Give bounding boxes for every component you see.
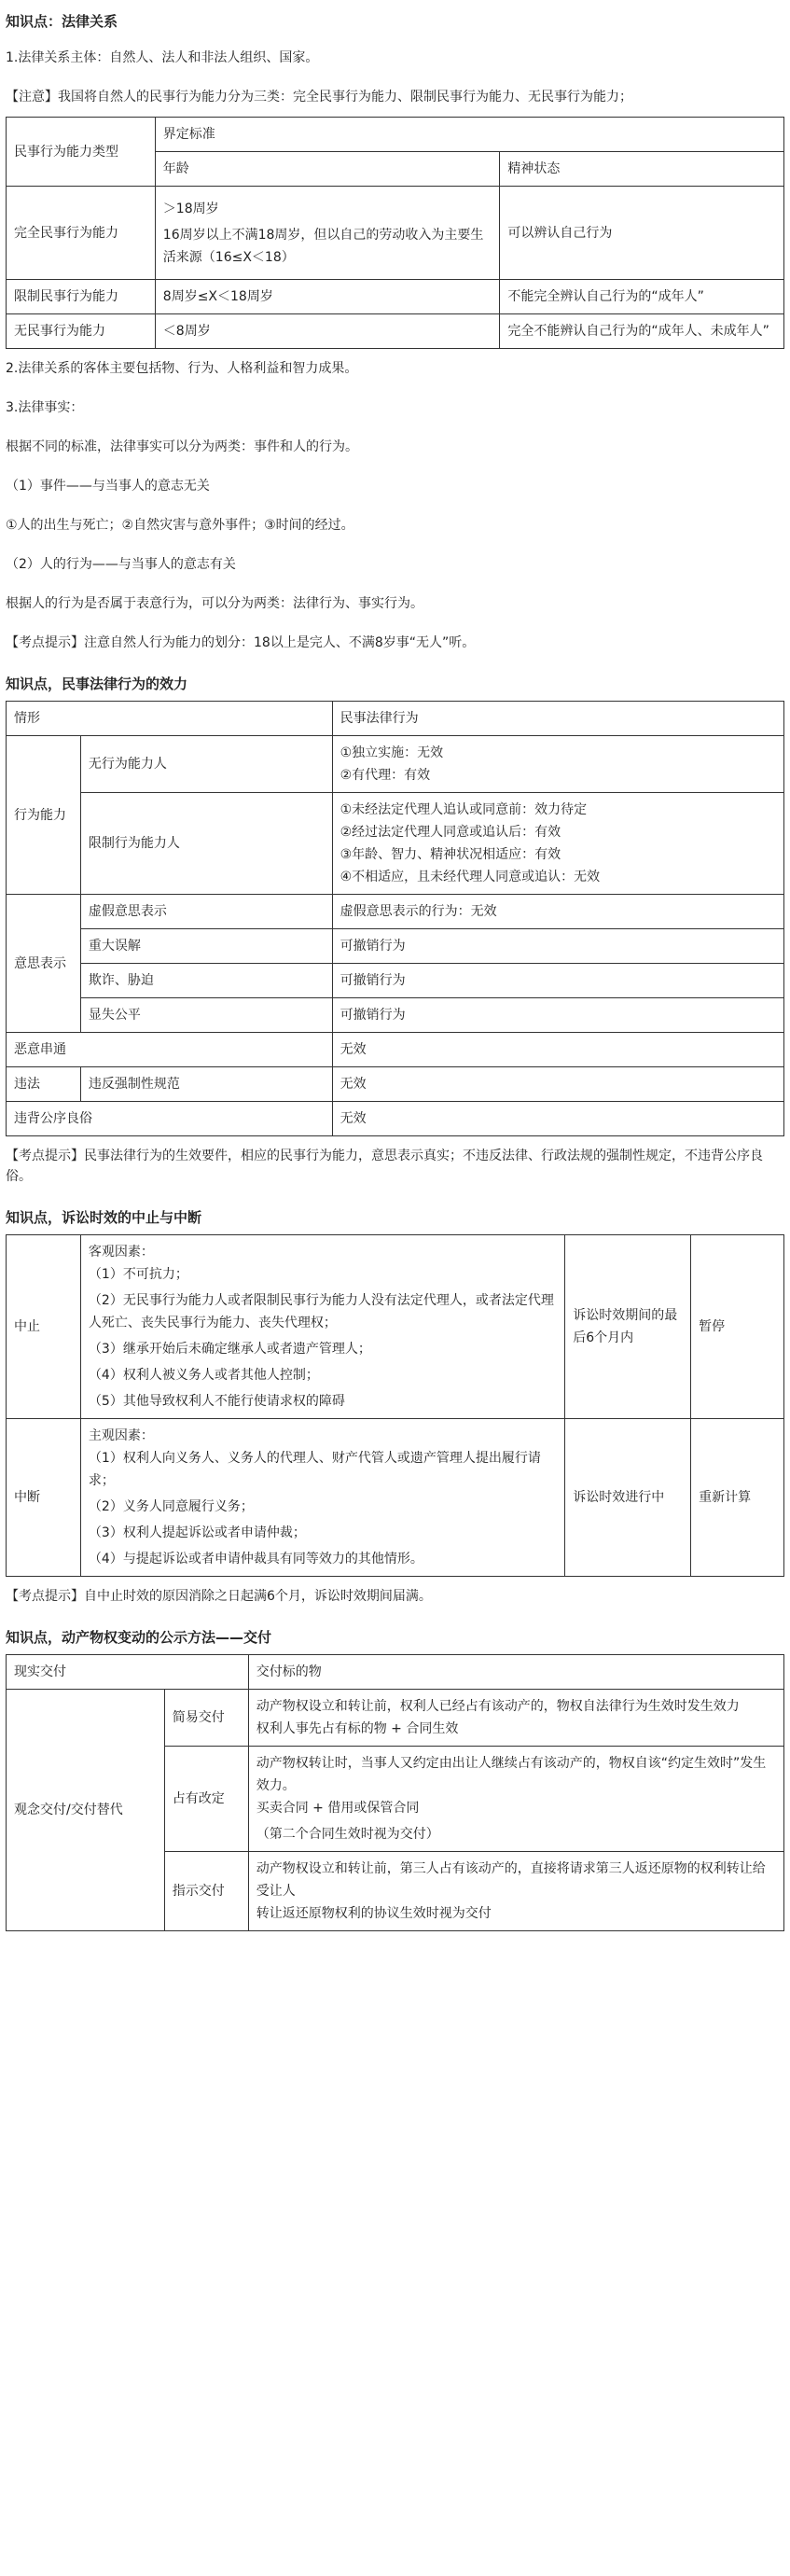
interrupt-label: 中断 <box>7 1419 81 1577</box>
table-row-type: 完全民事行为能力 <box>7 187 156 280</box>
paragraph: 2.法律关系的客体主要包括物、行为、人格利益和智力成果。 <box>6 361 358 376</box>
indicate-delivery-detail <box>248 1852 783 1931</box>
table-cell-age: 8周岁≤X＜18周岁 <box>155 280 500 314</box>
paragraph: （2）人的行为——与当事人的意志有关 <box>6 557 236 572</box>
section-title-legal-relation: 知识点：法律关系 <box>6 13 118 30</box>
tip-paragraph: 【考点提示】注意自然人行为能力的划分：18以上是完人、不满8岁事“无人”听。 <box>6 635 476 650</box>
suspend-time: 诉讼时效期间的最后6个月内 <box>565 1235 691 1419</box>
suspend-causes <box>80 1235 564 1419</box>
possession-label: 占有改定 <box>164 1747 248 1852</box>
cause-line: （4）与提起诉讼或者申请仲裁具有同等效力的其他情形。 <box>88 1552 423 1566</box>
result-line: ③年龄、智力、精神状况相适应：有效 <box>340 847 561 862</box>
table-cell-mental: 可以辨认自己行为 <box>500 187 784 280</box>
unfair-label: 显失公平 <box>80 998 332 1033</box>
cause-line: （3）权利人提起诉讼或者申请仲裁； <box>88 1525 306 1540</box>
paragraph: 根据人的行为是否属于表意行为，可以分为两类：法律行为、事实行为。 <box>6 596 423 611</box>
morals-label: 违背公序良俗 <box>7 1102 333 1136</box>
header-act: 民事法律行为 <box>332 702 783 736</box>
tip-paragraph: 【考点提示】自中止时效的原因消除之日起满6个月，诉讼时效期间届满。 <box>6 1589 432 1604</box>
interrupt-effect: 重新计算 <box>691 1419 784 1577</box>
age-line: ＞18周岁 <box>162 201 219 216</box>
section-title-civil-act: 知识点，民事法律行为的效力 <box>6 675 188 692</box>
illegal-result: 无效 <box>332 1067 783 1102</box>
paragraph: 3.法律事实： <box>6 400 84 415</box>
tip-paragraph: 【考点提示】民事法律行为的生效要件，相应的民事行为能力，意思表示真实；不违反法律、行政法规的强制性规定，不违背公序良俗。 <box>6 1149 763 1184</box>
paragraph: 根据不同的标准，法律事实可以分为两类：事件和人的行为。 <box>6 439 358 454</box>
detail-line: 动产物权转让时，当事人又约定由出让人继续占有该动产的，物权自该“约定生效时”发生效力。 <box>256 1756 767 1793</box>
detail-line: （第二个合同生效时视为交付） <box>256 1827 439 1842</box>
table-row-type: 限制民事行为能力 <box>7 280 156 314</box>
interrupt-time: 诉讼时效进行中 <box>565 1419 691 1577</box>
section-title-limitation: 知识点，诉讼时效的中止与中断 <box>6 1209 202 1226</box>
paragraph: （1）事件——与当事人的意志无关 <box>6 479 210 494</box>
section-title-delivery: 知识点，动产物权变动的公示方法——交付 <box>6 1629 272 1646</box>
no-capacity-result <box>332 736 783 793</box>
table-cell-mental: 不能完全辨认自己行为的“成年人” <box>500 280 784 314</box>
illegal-sub-label: 违反强制性规范 <box>80 1067 332 1102</box>
age-line: 16周岁以上不满18周岁，但以自己的劳动收入为主要生活来源（16≤X＜18） <box>162 227 484 265</box>
cause-line: （4）权利人被义务人或者其他人控制； <box>88 1368 319 1383</box>
result-line: ②经过法定代理人同意或追认后：有效 <box>340 825 561 840</box>
detail-line: 买卖合同 + 借用或保管合同 <box>256 1801 420 1816</box>
mistake-result: 可撤销行为 <box>332 929 783 964</box>
detail-line: 转让返还原物权利的协议生效时视为交付 <box>256 1906 492 1921</box>
header-actual-delivery: 现实交付 <box>7 1655 249 1690</box>
civil-act-table <box>6 701 784 1136</box>
result-line: ④不相适应，且未经代理人同意或追认：无效 <box>340 870 601 884</box>
fake-intent-result: 虚假意思表示的行为：无效 <box>332 895 783 929</box>
interrupt-causes <box>80 1419 564 1577</box>
fake-intent-label: 虚假意思表示 <box>80 895 332 929</box>
simple-delivery-detail <box>248 1690 783 1747</box>
table-row-type: 无民事行为能力 <box>7 314 156 349</box>
suspend-effect: 暂停 <box>691 1235 784 1419</box>
mistake-label: 重大误解 <box>80 929 332 964</box>
no-capacity-label: 无行为能力人 <box>80 736 332 793</box>
fraud-label: 欺诈、胁迫 <box>80 964 332 998</box>
detail-line: 动产物权设立和转让前，权利人已经占有该动产的，物权自法律行为生效时发生效力 <box>256 1699 740 1714</box>
limited-capacity-result <box>332 793 783 895</box>
capacity-table <box>6 117 784 349</box>
collusion-label: 恶意串通 <box>7 1033 333 1067</box>
unfair-result: 可撤销行为 <box>332 998 783 1033</box>
cause-line: 客观因素： <box>88 1245 154 1260</box>
table-cell-age: ＜8周岁 <box>155 314 500 349</box>
possession-detail <box>248 1747 783 1852</box>
table-cell-mental: 完全不能辨认自己行为的“成年人、未成年人” <box>500 314 784 349</box>
table-cell-age <box>155 187 500 280</box>
header-capacity-type: 民事行为能力类型 <box>7 118 156 187</box>
result-line: ②有代理：有效 <box>340 768 431 783</box>
suspend-label: 中止 <box>7 1235 81 1419</box>
cause-line: 主观因素： <box>88 1428 154 1443</box>
header-delivery-object: 交付标的物 <box>248 1655 783 1690</box>
collusion-result: 无效 <box>332 1033 783 1067</box>
header-age: 年龄 <box>155 152 500 187</box>
detail-line: 动产物权设立和转让前，第三人占有该动产的，直接将请求第三人返还原物的权利转让给受让人 <box>256 1861 766 1899</box>
indicate-delivery-label: 指示交付 <box>164 1852 248 1931</box>
result-line: ①独立实施：无效 <box>340 745 444 760</box>
limitation-table <box>6 1234 784 1577</box>
paragraph: 1.法律关系主体：自然人、法人和非法人组织、国家。 <box>6 50 319 65</box>
morals-result: 无效 <box>332 1102 783 1136</box>
header-situation: 情形 <box>7 702 333 736</box>
notional-delivery-label: 观念交付/交付替代 <box>7 1690 165 1931</box>
paragraph: ①人的出生与死亡；②自然灾害与意外事件；③时间的经过。 <box>6 518 354 533</box>
illegal-label: 违法 <box>7 1067 81 1102</box>
simple-delivery-label: 简易交付 <box>164 1690 248 1747</box>
capacity-label: 行为能力 <box>7 736 81 895</box>
fraud-result: 可撤销行为 <box>332 964 783 998</box>
header-mental: 精神状态 <box>500 152 784 187</box>
cause-line: （3）继承开始后未确定继承人或者遗产管理人； <box>88 1342 371 1357</box>
header-standard: 界定标准 <box>155 118 783 152</box>
note-paragraph: 【注意】我国将自然人的民事行为能力分为三类：完全民事行为能力、限制民事行为能力、无民事行为能力； <box>6 90 632 104</box>
cause-line: （1）权利人向义务人、义务人的代理人、财产代管人或遗产管理人提出履行请求； <box>88 1451 541 1488</box>
cause-line: （2）义务人同意履行义务； <box>88 1499 254 1514</box>
cause-line: （1）不可抗力； <box>88 1267 188 1282</box>
intent-label: 意思表示 <box>7 895 81 1033</box>
detail-line: 权利人事先占有标的物 + 合同生效 <box>256 1721 459 1736</box>
result-line: ①未经法定代理人追认或同意前：效力待定 <box>340 802 588 817</box>
cause-line: （5）其他导致权利人不能行使请求权的障碍 <box>88 1394 345 1409</box>
limited-capacity-label: 限制行为能力人 <box>80 793 332 895</box>
cause-line: （2）无民事行为能力人或者限制民事行为能力人没有法定代理人，或者法定代理人死亡、丧失民事行为能力、丧失代理权； <box>88 1293 554 1330</box>
delivery-table <box>6 1654 784 1931</box>
